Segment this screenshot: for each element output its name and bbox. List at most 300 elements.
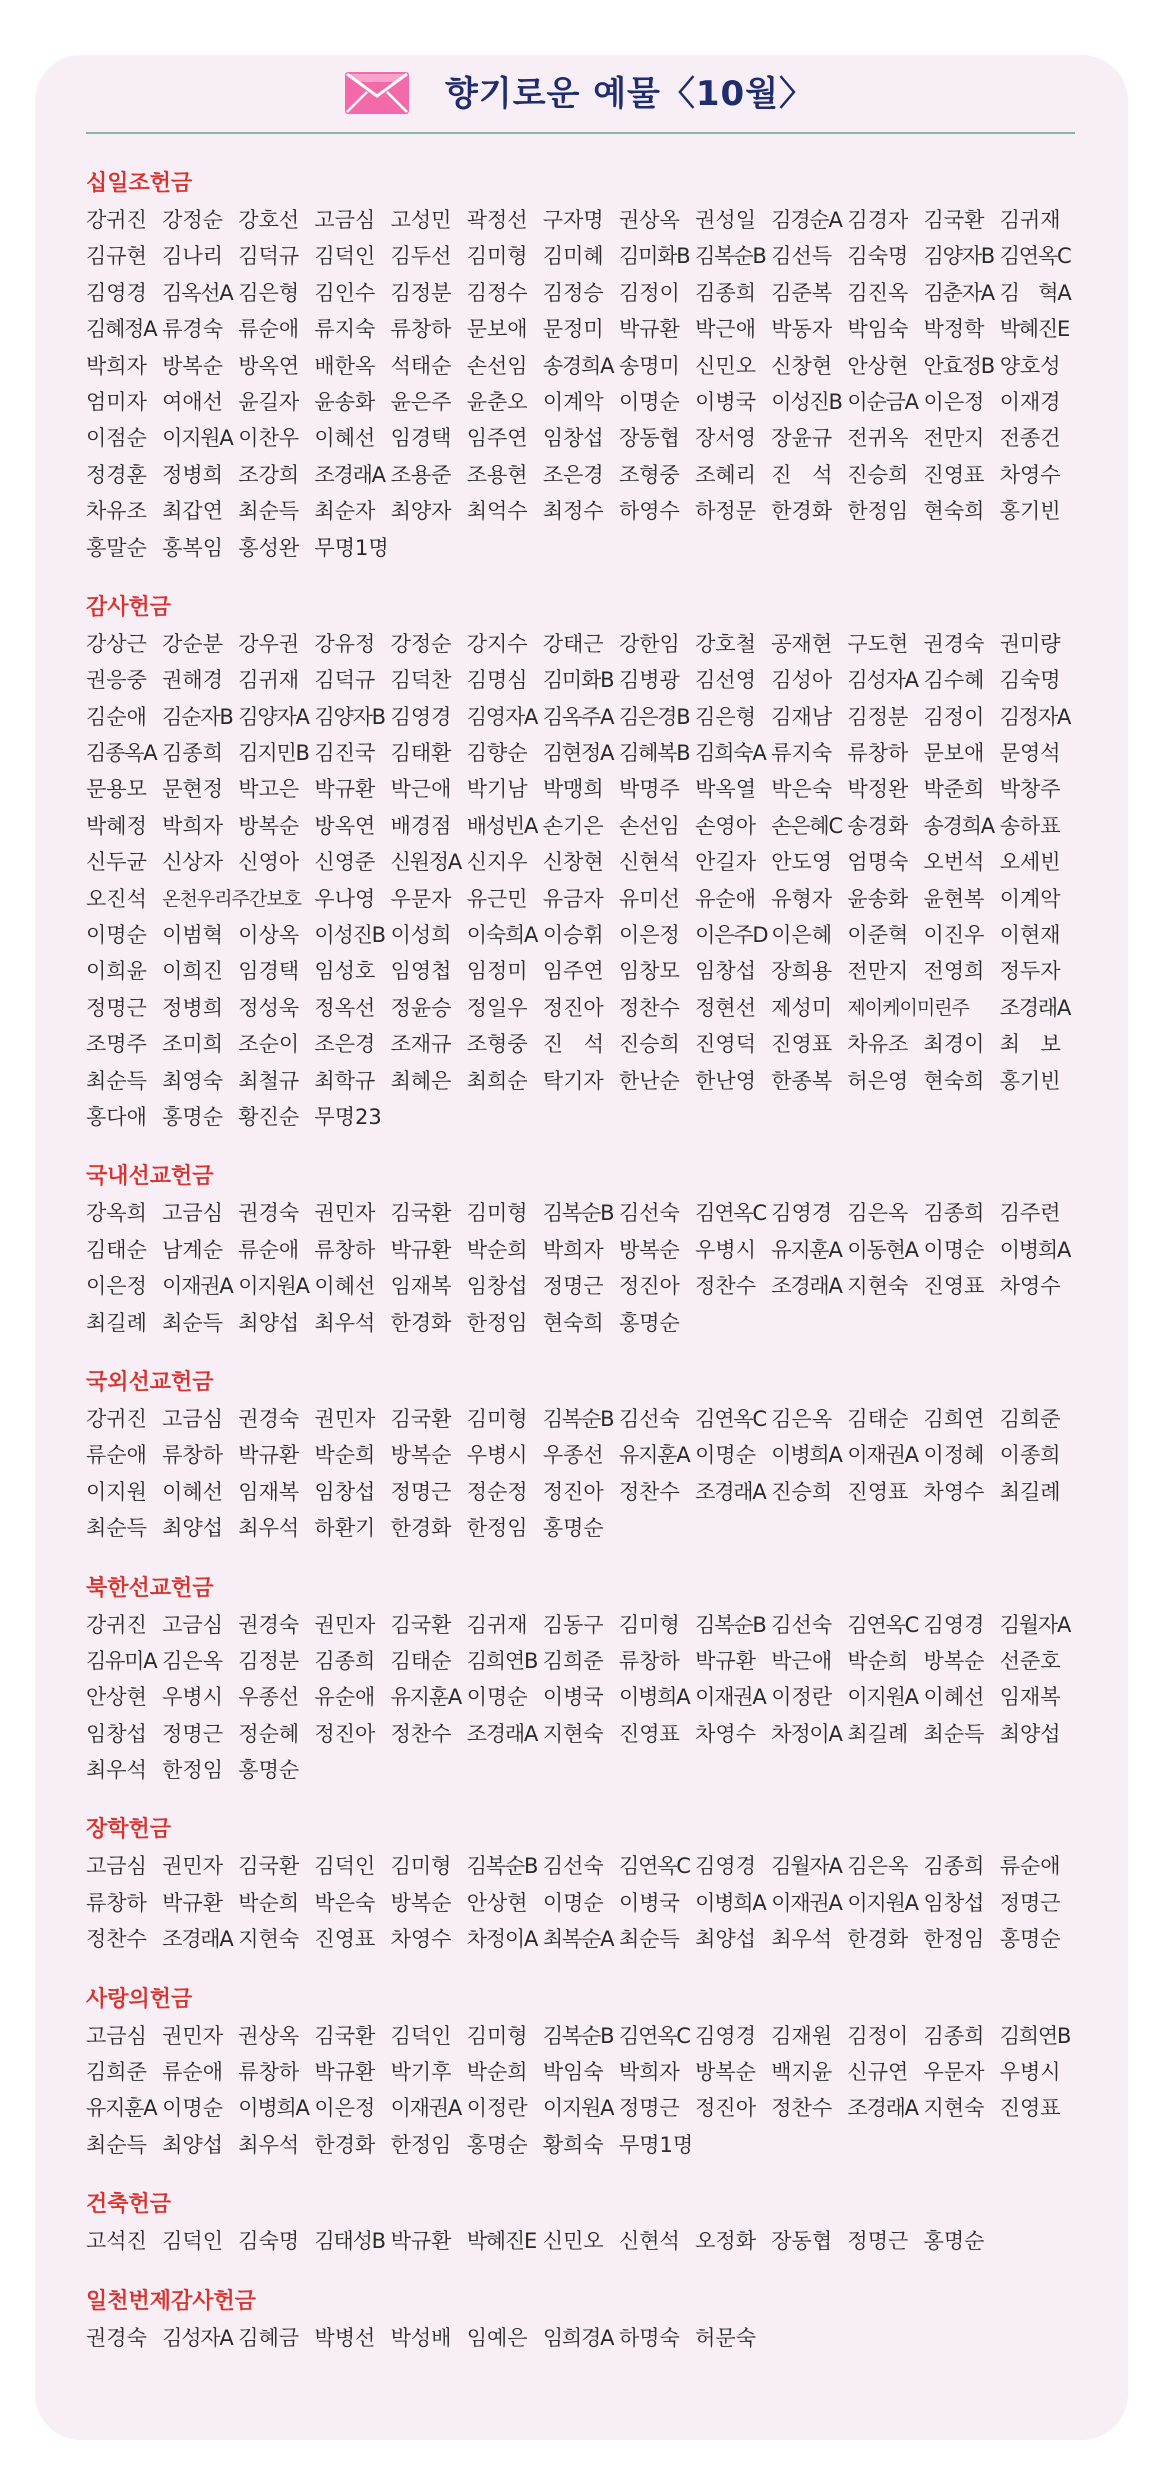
donor-name: 김희준: [86, 2060, 147, 2085]
donor-name: 권경숙: [238, 1201, 300, 1226]
donor-name: 차영수: [390, 1927, 452, 1952]
donor-name: 정명근: [618, 2096, 680, 2121]
donor-name: 박희자: [618, 2060, 680, 2085]
donor-name: 최철규: [238, 1068, 300, 1093]
donor-name: 김국환: [923, 208, 985, 232]
donor-name: 이병국: [542, 1685, 604, 1710]
donor-name: 김선숙: [771, 1612, 833, 1637]
name-row: [86, 384, 1076, 420]
donor-name: 이은정: [923, 389, 985, 414]
name-row: [86, 1232, 1076, 1268]
donor-name: 김연옥C: [618, 1854, 690, 1879]
donor-name: 박동자: [771, 317, 833, 342]
donor-name: 김준복: [771, 280, 833, 305]
donor-name: 장희용: [771, 959, 833, 984]
donor-name: 지현숙: [542, 1721, 604, 1746]
donor-name: 탁기자: [542, 1068, 604, 1093]
donor-name: 최억수: [466, 499, 528, 524]
donor-name: 백지윤: [771, 2060, 833, 2085]
donor-name: 박규환: [390, 1237, 452, 1262]
donor-name: 홍말순: [86, 535, 147, 560]
donor-name: 최정수: [542, 499, 604, 524]
donor-name: 최양섭: [162, 1516, 223, 1541]
donor-name: 김수혜: [923, 668, 985, 693]
donor-name: 문영석: [999, 741, 1061, 766]
name-row: [86, 844, 1076, 880]
donor-name: 진영표: [314, 1927, 376, 1952]
donor-name: 고금심: [162, 1201, 223, 1226]
donor-name: 류지숙: [771, 741, 833, 766]
donor-name: 최혜은: [390, 1068, 452, 1093]
donor-name: 김귀재: [466, 1612, 528, 1637]
donor-name: 김은형: [238, 280, 300, 305]
donor-name: 김정승: [542, 280, 604, 305]
donor-name: 한경화: [390, 1516, 452, 1541]
donor-name: 김희숙A: [695, 741, 766, 766]
donor-name: 이희진: [162, 959, 223, 984]
donor-name: 이지원A: [542, 2096, 614, 2121]
donor-name: 이지원: [86, 1479, 147, 1504]
donor-name: 김재원: [771, 2023, 833, 2048]
donor-name: 김경자: [847, 208, 909, 232]
donor-name: 신영준: [314, 850, 376, 875]
donor-name: 권상옥: [238, 2023, 300, 2048]
donor-name: 권미량: [999, 631, 1061, 656]
donor-name: 정진아: [695, 2096, 756, 2121]
donor-name: 강호철: [695, 631, 756, 656]
donor-name: 이은주D: [695, 923, 768, 948]
donor-name: 김정분: [847, 704, 909, 729]
donor-name: 이재권A: [162, 1274, 233, 1299]
donor-name: 이명순: [86, 923, 147, 948]
donor-name: 김국환: [238, 1854, 300, 1879]
donor-name: 장동협: [771, 2229, 833, 2254]
donor-name: 정병희: [162, 462, 223, 487]
donor-name: 조은경: [542, 462, 604, 487]
name-row: [86, 348, 1076, 384]
name-row: [86, 1679, 1076, 1715]
donor-name: 유순애: [695, 886, 756, 911]
donor-name: 임재복: [390, 1274, 452, 1299]
donor-name: 류창하: [390, 317, 452, 342]
donor-name: 신두균: [86, 850, 147, 875]
donor-name: 류창하: [314, 1237, 376, 1262]
donor-name: 강상근: [86, 631, 147, 656]
donor-name: 이재권A: [390, 2096, 461, 2121]
donor-name: 김미형: [466, 244, 528, 269]
offering-section: [86, 1365, 1076, 1547]
donor-name: 방옥연: [238, 353, 300, 378]
donor-name: 손영아: [695, 813, 756, 838]
donor-name: 이명순: [542, 1890, 604, 1915]
donor-name: 신창현: [771, 353, 833, 378]
donor-name: 진영덕: [695, 1032, 756, 1057]
donor-name: 김미혜: [542, 244, 604, 269]
donor-name: 강귀진: [86, 208, 147, 232]
name-row: [86, 735, 1076, 771]
donor-name: 이성희: [390, 923, 452, 948]
donor-name: 권응중: [86, 668, 147, 693]
donor-name: 이명순: [695, 1443, 756, 1468]
donor-name: 김양자B: [314, 704, 385, 729]
donor-name: 임정미: [466, 959, 528, 984]
donor-name: 김미형: [618, 1612, 680, 1637]
donor-name: 류순애: [162, 2060, 223, 2085]
name-row: [86, 881, 1076, 917]
donor-name: 김경순A: [771, 208, 842, 232]
donor-name: 김선숙: [618, 1201, 680, 1226]
donor-name: 최순득: [86, 1068, 147, 1093]
donor-name: 구자명: [542, 208, 604, 232]
donor-name: 최 보: [999, 1032, 1061, 1057]
donor-name: 무명1명: [618, 2132, 694, 2157]
donor-name: 김정분: [390, 280, 452, 305]
donor-name: 최길례: [999, 1479, 1061, 1504]
donor-name: 홍다애: [86, 1104, 147, 1129]
donor-name: 김연옥C: [695, 1201, 766, 1226]
donor-name: 임창섭: [86, 1721, 147, 1746]
donor-name: 윤은주: [390, 389, 452, 414]
donor-name: 박규환: [390, 2229, 452, 2254]
section-heading: 장학헌금: [86, 1817, 172, 1843]
donor-name: 김선득: [771, 244, 833, 269]
donor-name: 김희연B: [999, 2023, 1071, 2048]
donor-name: 조혜리: [695, 462, 756, 487]
donor-name: 전만지: [923, 426, 985, 451]
donor-name: 김국환: [390, 1612, 452, 1637]
donor-name: 김귀재: [999, 208, 1061, 232]
donor-name: 김성자A: [847, 668, 918, 693]
donor-name: 권민자: [162, 1854, 223, 1879]
donor-name: 강한임: [618, 631, 680, 656]
section-heading: 건축헌금: [86, 2192, 172, 2218]
name-row: [86, 1885, 1076, 1921]
name-row: [86, 1195, 1076, 1231]
donor-name: 김희준: [542, 1648, 604, 1673]
donor-name: 박근애: [390, 777, 452, 802]
donor-name: 차유조: [847, 1032, 909, 1057]
donor-name: 조은경: [314, 1032, 376, 1057]
donor-name: 고금심: [314, 208, 376, 232]
donor-name: 우문자: [390, 886, 452, 911]
donor-name: 윤송화: [314, 389, 376, 414]
donor-name: 지현숙: [923, 2096, 985, 2121]
donor-name: 최희순: [466, 1068, 528, 1093]
donor-name: 김옥주A: [542, 704, 614, 729]
donor-name: 김성아: [771, 668, 833, 693]
donor-name: 한경화: [314, 2132, 376, 2157]
donor-name: 홍명순: [923, 2229, 985, 2254]
donor-name: 정명근: [162, 1721, 223, 1746]
donor-name: 김희연: [923, 1406, 985, 1431]
donor-name: 김선숙: [542, 1854, 604, 1879]
donor-name: 조형중: [618, 462, 680, 487]
donor-name: 박기후: [390, 2060, 452, 2085]
donor-name: 권경숙: [238, 1406, 300, 1431]
donor-name: 이혜선: [314, 426, 376, 451]
name-row: [86, 238, 1076, 274]
donor-name: 엄명숙: [847, 850, 909, 875]
donor-name: 송경화: [847, 813, 909, 838]
donor-name: 최경이: [923, 1032, 985, 1057]
donor-name: 박고은: [238, 777, 300, 802]
donor-name: 정찬수: [618, 1479, 680, 1504]
name-row: [86, 1921, 1076, 1957]
donor-name: 김영자A: [466, 704, 538, 729]
donor-name: 김종희: [923, 2023, 985, 2048]
donor-name: 박임숙: [847, 317, 909, 342]
donor-name: 이재권A: [771, 1890, 842, 1915]
donor-name: 김춘자A: [923, 280, 994, 305]
donor-name: 최길례: [86, 1310, 147, 1335]
donor-name: 류창하: [847, 741, 909, 766]
donor-name: 김정이: [923, 704, 985, 729]
donor-name: 진영표: [847, 1479, 909, 1504]
donor-name: 손기은: [542, 813, 604, 838]
donor-name: 김진국: [314, 741, 376, 766]
donor-name: 김주련: [999, 1201, 1061, 1226]
donor-name: 차영수: [695, 1721, 756, 1746]
donor-name: 정명근: [999, 1890, 1061, 1915]
donor-name: 하정문: [695, 499, 756, 524]
donor-name: 조미희: [162, 1032, 223, 1057]
donor-name: 조경래A: [466, 1721, 538, 1746]
donor-name: 송명미: [618, 353, 680, 378]
donor-name: 박순희: [466, 1237, 528, 1262]
donor-name: 류창하: [238, 2060, 300, 2085]
donor-name: 안효정B: [923, 353, 995, 378]
donor-name: 임예은: [466, 2325, 528, 2350]
donor-name: 최순자: [314, 499, 376, 524]
donor-name: 류창하: [162, 1443, 223, 1468]
donor-name: 이은정: [618, 923, 680, 948]
donor-name: 방복순: [695, 2060, 756, 2085]
title-divider: [86, 132, 1075, 134]
donor-name: 김덕인: [314, 1854, 376, 1879]
donor-name: 임창섭: [923, 1890, 985, 1915]
donor-name: 박순희: [314, 1443, 376, 1468]
donor-name: 최순득: [162, 1310, 223, 1335]
donor-name: 유지훈A: [618, 1443, 690, 1468]
donor-name: 윤길자: [238, 389, 300, 414]
donor-name: 최양섭: [695, 1927, 756, 1952]
donor-name: 이명순: [466, 1685, 528, 1710]
donor-name: 박준희: [923, 777, 985, 802]
donor-name: 정진아: [314, 1721, 376, 1746]
donor-name: 김복순B: [695, 244, 766, 269]
donor-name: 윤현복: [923, 886, 985, 911]
donor-name: 류순애: [238, 317, 300, 342]
donor-name: 이현재: [999, 923, 1061, 948]
donor-name: 손선임: [618, 813, 680, 838]
donor-name: 이정란: [771, 1685, 833, 1710]
donor-name: 김종희: [314, 1648, 376, 1673]
donor-name: 조경래A: [162, 1927, 233, 1952]
donor-name: 문보애: [923, 741, 985, 766]
donor-name: 김연옥C: [847, 1612, 919, 1637]
donor-name: 장서영: [695, 426, 756, 451]
donor-name: 홍성완: [238, 535, 300, 560]
donor-name: 조순이: [238, 1032, 300, 1057]
offering-section: [86, 2187, 1076, 2259]
donor-name: 현숙희: [542, 1310, 604, 1335]
donor-name: 우문자: [923, 2060, 985, 2085]
donor-name: 유지훈A: [86, 2096, 157, 2121]
donor-name: 한난순: [618, 1068, 680, 1093]
donor-name: 진영표: [923, 1274, 985, 1299]
donor-name: 강정순: [390, 631, 452, 656]
donor-name: 허은영: [847, 1068, 909, 1093]
donor-name: 오진석: [86, 886, 147, 911]
donor-name: 김은옥: [847, 1854, 909, 1879]
donor-name: 안길자: [695, 850, 756, 875]
name-row: [86, 1643, 1076, 1679]
donor-name: 임주연: [542, 959, 604, 984]
donor-name: 조강희: [238, 462, 300, 487]
donor-name: 우병시: [162, 1685, 223, 1710]
donor-name: 최순득: [923, 1721, 985, 1746]
donor-name: 강순분: [162, 631, 223, 656]
donor-name: 황희숙: [542, 2132, 604, 2157]
donor-name: 고석진: [86, 2229, 147, 2254]
donor-name: 이병희A: [695, 1890, 766, 1915]
donor-name: 곽정선: [466, 208, 528, 232]
donor-name: 김미형: [466, 1406, 528, 1431]
donor-name: 박규환: [238, 1443, 300, 1468]
donor-name: 이명순: [618, 389, 680, 414]
donor-name: 이승휘: [542, 923, 604, 948]
section-heading: 북한선교헌금: [86, 1575, 214, 1601]
donor-name: 강태근: [542, 631, 604, 656]
donor-name: 문용모: [86, 777, 147, 802]
donor-name: 김정자A: [999, 704, 1071, 729]
donor-name: 전만지: [847, 959, 909, 984]
donor-name: 조형중: [466, 1032, 528, 1057]
donor-name: 김희준: [999, 1406, 1061, 1431]
offering-section: [86, 1159, 1076, 1341]
donor-name: 박혜진E: [999, 317, 1070, 342]
donor-name: 현숙희: [923, 1068, 985, 1093]
donor-name: 권민자: [314, 1201, 376, 1226]
donor-name: 방복순: [238, 813, 300, 838]
donor-name: 김태순: [86, 1237, 147, 1262]
donor-name: 무명1명: [314, 535, 389, 560]
donor-name: 신영아: [238, 850, 300, 875]
donor-name: 김미화B: [542, 668, 614, 693]
donor-name: 임주연: [466, 426, 528, 451]
donor-name: 김미형: [390, 1854, 452, 1879]
donor-name: 정일우: [466, 995, 528, 1020]
donor-name: 김영경: [771, 1201, 833, 1226]
donor-name: 정찬수: [771, 2096, 833, 2121]
donor-name: 김양자A: [238, 704, 309, 729]
donor-name: 박옥열: [695, 777, 756, 802]
name-row: [86, 420, 1076, 456]
donor-name: 이계악: [542, 389, 604, 414]
offering-section: [86, 1812, 1076, 1957]
donor-name: 류순애: [86, 1443, 147, 1468]
donor-name: 최우석: [86, 1758, 147, 1783]
donor-name: 김종옥A: [86, 741, 157, 766]
donor-name: 정성욱: [238, 995, 300, 1020]
donor-name: 이정혜: [923, 1443, 985, 1468]
donor-name: 정찬수: [390, 1721, 452, 1746]
donor-name: 임창섭: [466, 1274, 528, 1299]
donor-name: 김은옥: [162, 1648, 223, 1673]
donor-name: 최갑연: [162, 499, 223, 524]
name-row: [86, 2127, 1076, 2163]
donor-name: 최학규: [314, 1068, 376, 1093]
donor-name: 이희윤: [86, 959, 147, 984]
donor-name: 권민자: [314, 1406, 376, 1431]
donor-name: 김인수: [314, 280, 376, 305]
donor-name: 최순득: [238, 499, 300, 524]
donor-name: 정찬수: [695, 1274, 756, 1299]
donor-name: 김명심: [466, 668, 528, 693]
donor-name: 송하표: [999, 813, 1061, 838]
donor-name: 박규환: [618, 317, 680, 342]
donor-name: 이지원A: [238, 1274, 309, 1299]
name-row: [86, 808, 1076, 844]
donor-name: 방복순: [390, 1890, 452, 1915]
donor-name: 신현석: [618, 850, 680, 875]
name-row: [86, 662, 1076, 698]
donor-name: 김순애: [86, 704, 147, 729]
donor-name: 공재현: [771, 631, 833, 656]
donor-name: 온천우리주간보호: [162, 887, 301, 910]
donor-name: 김현정A: [542, 741, 614, 766]
donor-name: 이동현A: [847, 1237, 918, 1262]
donor-name: 손은혜C: [771, 813, 842, 838]
donor-name: 한정임: [162, 1758, 223, 1783]
section-heading: 일천번제감사헌금: [86, 2288, 257, 2314]
donor-name: 진영표: [923, 462, 985, 487]
donor-name: 유금자: [542, 886, 604, 911]
offerings-card: [35, 55, 1128, 2440]
donor-name: 김태환: [390, 741, 452, 766]
donor-name: 송경희A: [923, 813, 994, 838]
donor-name: 이혜선: [162, 1479, 223, 1504]
donor-name: 문정미: [542, 317, 604, 342]
name-row: [86, 2054, 1076, 2090]
donor-name: 박혜정: [86, 813, 147, 838]
donor-name: 최우석: [314, 1310, 376, 1335]
donor-name: 김성자A: [162, 2325, 233, 2350]
donor-name: 김덕인: [390, 2023, 452, 2048]
donor-name: 박임숙: [542, 2060, 604, 2085]
donor-name: 방복순: [390, 1443, 452, 1468]
donor-name: 김연옥C: [618, 2023, 690, 2048]
donor-name: 홍명순: [162, 1104, 223, 1129]
donor-name: 신민오: [542, 2229, 604, 2254]
donor-name: 최순득: [86, 1516, 147, 1541]
donor-name: 이명순: [923, 1237, 985, 1262]
donor-name: 엄미자: [86, 389, 147, 414]
section-heading: 국외선교헌금: [86, 1369, 214, 1395]
name-row: [86, 771, 1076, 807]
donor-name: 최우석: [238, 2132, 300, 2157]
donor-name: 이재경: [999, 389, 1061, 414]
donor-name: 한정임: [847, 499, 909, 524]
donor-name: 문현정: [162, 777, 223, 802]
donor-name: 이병국: [695, 389, 756, 414]
donor-name: 정두자: [999, 959, 1061, 984]
donor-name: 임창섭: [542, 426, 604, 451]
donor-name: 하영수: [618, 499, 680, 524]
donor-name: 이병국: [618, 1890, 680, 1915]
donor-name: 박순희: [847, 1648, 909, 1673]
donor-name: 박정학: [923, 317, 985, 342]
